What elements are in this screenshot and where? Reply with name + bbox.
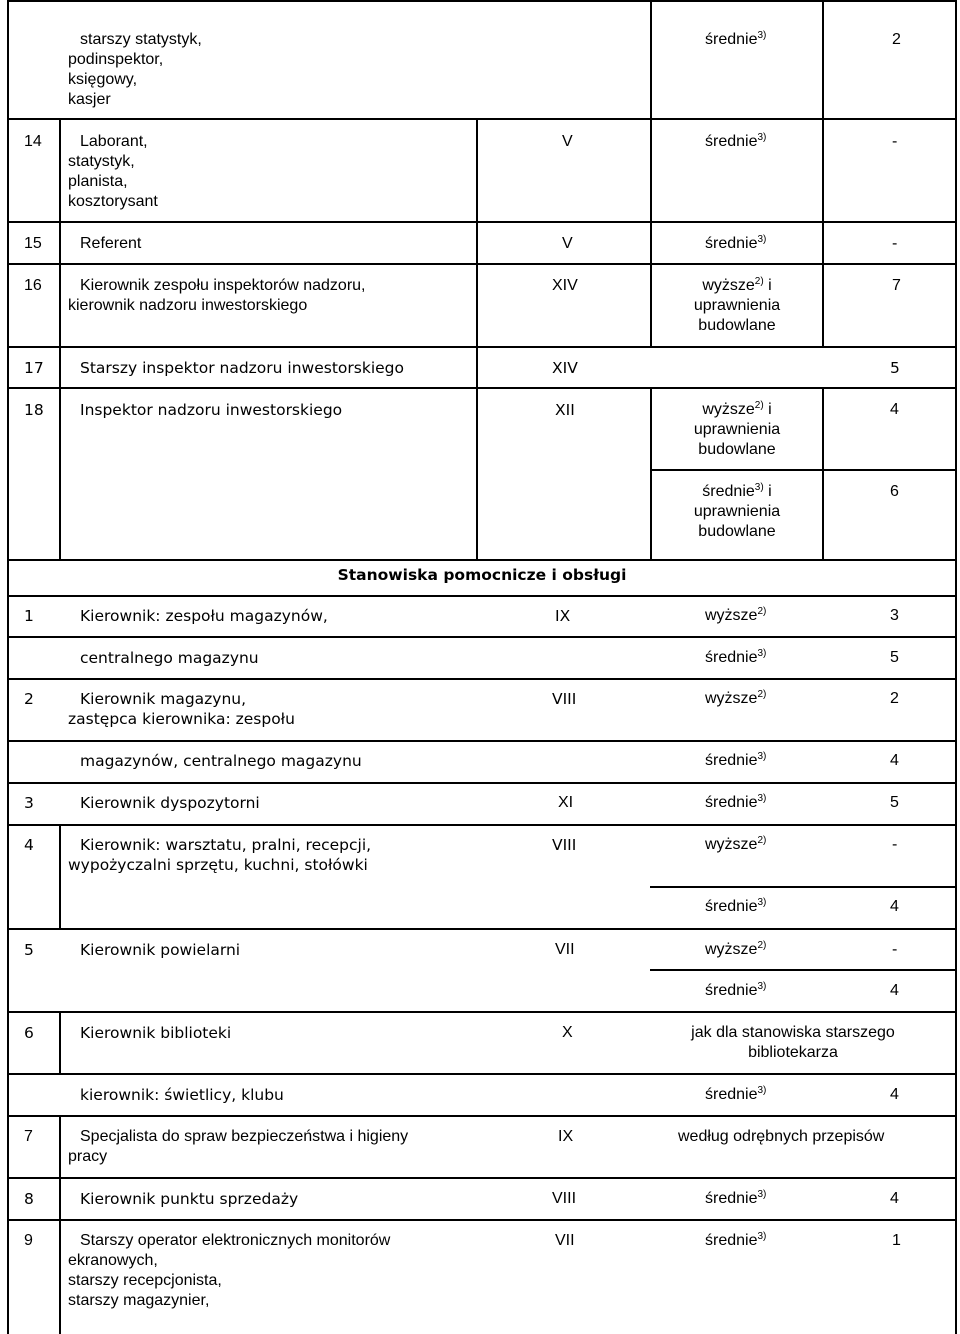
education-requirement: średnie$^{3)}$ (705, 132, 767, 150)
position-name: magazynów, centralnego magazynu (80, 752, 362, 770)
experience-years: 4 (890, 401, 899, 418)
row-divider (7, 1177, 957, 1179)
experience-years: 2 (890, 690, 899, 707)
row-number: 1 (24, 607, 34, 625)
row-number: 7 (24, 1128, 33, 1145)
row-number: 15 (24, 235, 42, 252)
position-name: Kierownik: zespołu magazynów, (80, 607, 328, 625)
row-divider (7, 263, 957, 265)
education-requirement: średnie$^{3)}$ (705, 793, 767, 811)
salary-grade: XII (555, 401, 575, 419)
position-name: Referent (80, 235, 142, 252)
education-requirement: średnie$^{3)}$ (705, 648, 767, 666)
row-divider (7, 678, 957, 680)
salary-grade: VIII (552, 1190, 577, 1207)
row-number: 18 (24, 401, 44, 419)
row-divider (7, 559, 957, 561)
position-name: centralnego magazynu (80, 649, 259, 667)
col-divider (59, 387, 61, 560)
salary-grade: V (562, 235, 573, 252)
row-number: 5 (24, 941, 34, 959)
salary-grade: V (562, 133, 573, 150)
position-name: Kierownik zespołu inspektorów nadzoru, kierownik nadzoru inwestorskiego (68, 277, 366, 314)
row-number: 17 (24, 359, 44, 377)
col-divider (59, 1115, 61, 1334)
position-name: Kierownik biblioteki (80, 1024, 232, 1042)
row-number: 16 (24, 277, 42, 294)
row-divider (7, 221, 957, 223)
experience-years: 2 (892, 31, 901, 48)
salary-grade: VIII (552, 836, 577, 854)
row-number: 14 (24, 133, 42, 150)
education-requirement: średnie$^{3)}$ (705, 1231, 767, 1249)
position-name: Laborant, statystyk, planista, kosztorysant (68, 133, 158, 210)
row-number: 4 (24, 836, 34, 854)
experience-years: 5 (890, 649, 899, 666)
experience-years: - (892, 235, 898, 252)
experience-years: 4 (890, 898, 899, 915)
education-requirement: wyższe$^{2)}$ (705, 689, 767, 707)
education-requirement: średnie$^{3)}$ (705, 30, 767, 48)
position-name: starszy statystyk, podinspektor, księgowy, kasjer (68, 31, 202, 108)
education-requirement: średnie$^{3)}$ i uprawnienia budowlane (693, 482, 781, 540)
row-number: 8 (24, 1190, 34, 1208)
col-divider (822, 0, 824, 346)
experience-years: - (892, 133, 898, 150)
border-top (7, 0, 957, 2)
border-left (7, 0, 9, 1334)
position-name: Kierownik dyspozytorni (80, 794, 260, 812)
experience-years: 6 (890, 483, 899, 500)
position-name: Starszy operator elektronicznych monitorów ekranowych, starszy recepcjonista, starszy magazynier, (68, 1232, 391, 1309)
experience-years: 1 (892, 1232, 901, 1249)
row-divider (7, 1011, 957, 1013)
row-divider (7, 346, 957, 348)
row-divider (7, 824, 957, 826)
education-requirement: wyższe$^{2)}$ i uprawnienia budowlane (693, 400, 781, 458)
education-requirement: średnie$^{3)}$ (705, 1189, 767, 1207)
row-divider (650, 969, 957, 971)
salary-grade: IX (558, 1128, 574, 1145)
row-number: 6 (24, 1024, 34, 1042)
experience-years: 7 (892, 277, 901, 294)
experience-years: 4 (890, 1086, 899, 1103)
education-requirement: wyższe$^{2)}$ (705, 606, 767, 624)
education-requirement: wyższe$^{2)}$ (705, 940, 767, 958)
education-requirement: średnie$^{3)}$ (705, 751, 767, 769)
position-name: Starszy inspektor nadzoru inwestorskiego (80, 359, 404, 377)
col-divider (476, 118, 478, 388)
experience-years: 4 (890, 752, 899, 769)
col-divider (822, 387, 824, 560)
border-right (955, 0, 957, 1334)
position-name: Specjalista do spraw bezpieczeństwa i higieny pracy (68, 1128, 409, 1165)
row-divider (7, 928, 957, 930)
salary-grade: VII (555, 941, 575, 958)
education-requirement: według odrębnych przepisów (678, 1128, 885, 1145)
row-divider (7, 387, 957, 389)
row-number: 3 (24, 794, 34, 812)
salary-grade: XIV (552, 359, 578, 377)
row-divider (7, 595, 957, 597)
col-divider (59, 824, 61, 929)
row-divider (7, 1073, 957, 1075)
salary-grade: IX (555, 607, 571, 625)
row-divider (7, 782, 957, 784)
experience-years: - (892, 836, 898, 853)
row-divider (650, 469, 957, 471)
row-divider (7, 740, 957, 742)
col-divider (476, 387, 478, 560)
education-requirement: średnie$^{3)}$ (705, 897, 767, 915)
education-requirement: średnie$^{3)}$ (705, 1085, 767, 1103)
col-divider (59, 118, 61, 388)
position-name: Kierownik: warsztatu, pralni, recepcji, wypożyczalni sprzętu, kuchni, stołówki (68, 836, 372, 874)
row-number: 9 (24, 1232, 33, 1249)
position-name: Kierownik punktu sprzedaży (80, 1190, 299, 1208)
experience-years: 4 (890, 982, 899, 999)
row-divider (7, 1115, 957, 1117)
experience-years: 5 (890, 794, 899, 811)
position-name: Kierownik powielarni (80, 941, 241, 959)
education-requirement: wyższe$^{2)}$ i uprawnienia budowlane (693, 276, 781, 334)
row-number: 2 (24, 690, 34, 708)
salary-grade: X (562, 1024, 573, 1041)
education-requirement: średnie$^{3)}$ (705, 234, 767, 252)
experience-years: 3 (890, 607, 899, 624)
row-divider (650, 886, 957, 888)
position-name: Kierownik magazynu, zastępca kierownika: zespołu (68, 690, 295, 728)
position-name: Inspektor nadzoru inwestorskiego (80, 401, 343, 419)
salary-grade: VII (555, 1232, 575, 1249)
salary-grade: VIII (552, 690, 577, 708)
row-divider (7, 1219, 957, 1221)
position-name: kierownik: świetlicy, klubu (80, 1086, 284, 1104)
salary-grade: XIV (552, 277, 578, 294)
experience-years: 4 (890, 1190, 899, 1207)
experience-years: - (892, 941, 898, 958)
section-title: Stanowiska pomocnicze i obsługi (337, 566, 627, 584)
salary-grade: XI (558, 794, 574, 811)
col-divider (59, 1011, 61, 1074)
education-requirement: wyższe$^{2)}$ (705, 835, 767, 853)
education-requirement: średnie$^{3)}$ (705, 981, 767, 999)
row-divider (7, 118, 957, 120)
education-requirement: jak dla stanowiska starszego bibliotekarza (691, 1024, 895, 1061)
row-divider (7, 636, 957, 638)
experience-years: 5 (890, 359, 900, 377)
